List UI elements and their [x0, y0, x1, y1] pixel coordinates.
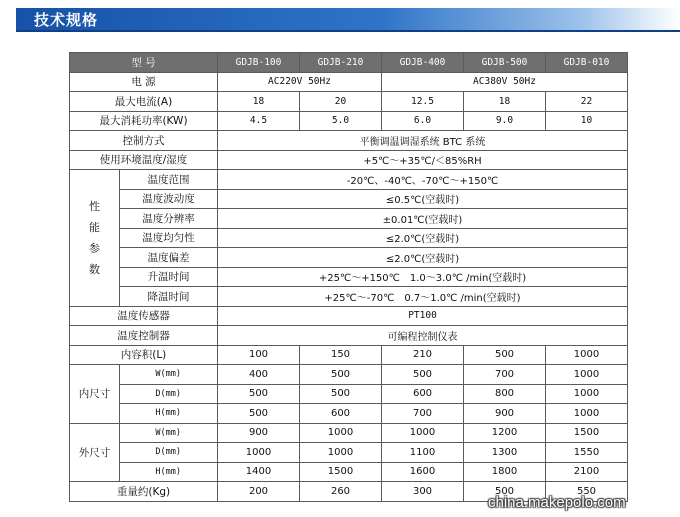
table-row [70, 462, 628, 482]
row-label: 温度波动度 [120, 189, 218, 209]
cell-value: 4.5 [218, 111, 300, 131]
row-label: 降温时间 [120, 287, 218, 307]
table-row [70, 384, 628, 404]
cell-value: 260 [300, 482, 382, 502]
table-row [70, 248, 628, 268]
model-header: GDJB-500 [464, 53, 546, 73]
cell-value: 500 [464, 482, 546, 502]
cell-value: ≤2.0℃(空载时) [218, 248, 628, 268]
cell-value: 22 [546, 92, 628, 112]
cell-value: 5.0 [300, 111, 382, 131]
group-label-text: 性能参数 [89, 199, 100, 276]
row-label: W(mm) [120, 423, 218, 443]
table-row [70, 287, 628, 307]
cell-value: 500 [382, 365, 464, 385]
model-header: GDJB-400 [382, 53, 464, 73]
cell-value: 200 [218, 482, 300, 502]
cell-value: 18 [218, 92, 300, 112]
table-row [70, 228, 628, 248]
cell-value: 900 [464, 404, 546, 424]
cell-value: +25℃～-70℃ 0.7～1.0℃ /min(空载时) [218, 287, 628, 307]
table-row [70, 209, 628, 229]
cell-value: 500 [300, 365, 382, 385]
row-label: 温度偏差 [120, 248, 218, 268]
table-row [70, 306, 628, 326]
cell-value: -20℃、-40℃、-70℃～+150℃ [218, 170, 628, 190]
cell-value: 1200 [464, 423, 546, 443]
cell-value: 210 [382, 345, 464, 365]
row-label: 控制方式 [70, 131, 218, 151]
cell-value: 1000 [546, 404, 628, 424]
cell-value: 600 [382, 384, 464, 404]
row-label: 重量约(Kg) [70, 482, 218, 502]
cell-value: 800 [464, 384, 546, 404]
group-label-performance [70, 170, 120, 307]
cell-value: 10 [546, 111, 628, 131]
group-label-outer: 外尺寸 [70, 423, 120, 482]
row-label: 最大电流(A) [70, 92, 218, 112]
cell-value: 1000 [382, 423, 464, 443]
cell-value: 1100 [382, 443, 464, 463]
cell-value: 500 [464, 345, 546, 365]
cell-value: 2100 [546, 462, 628, 482]
cell-value: 900 [218, 423, 300, 443]
row-label: 温度均匀性 [120, 228, 218, 248]
cell-value: 1000 [218, 443, 300, 463]
model-header: GDJB-210 [300, 53, 382, 73]
spec-table [69, 52, 628, 502]
table-row [70, 345, 628, 365]
cell-value: ≤2.0℃(空载时) [218, 228, 628, 248]
cell-value: 550 [546, 482, 628, 502]
table-row [70, 92, 628, 112]
cell-value: 1800 [464, 462, 546, 482]
cell-value: 1300 [464, 443, 546, 463]
table-row [70, 326, 628, 346]
group-label-inner: 内尺寸 [70, 365, 120, 424]
cell-value: 20 [300, 92, 382, 112]
table-row [70, 423, 628, 443]
cell-value: PT100 [218, 306, 628, 326]
model-header: GDJB-100 [218, 53, 300, 73]
table-row [70, 111, 628, 131]
row-label: 温度控制器 [70, 326, 218, 346]
table-row [70, 170, 628, 190]
cell-value: 1400 [218, 462, 300, 482]
row-label: 内容积(L) [70, 345, 218, 365]
cell-value: 400 [218, 365, 300, 385]
cell-value: +5℃～+35℃/＜85%RH [218, 150, 628, 170]
cell-value: 1000 [546, 345, 628, 365]
cell-value: 500 [218, 404, 300, 424]
cell-value: 100 [218, 345, 300, 365]
row-label: 温度分辨率 [120, 209, 218, 229]
cell-value: +25℃～+150℃ 1.0～3.0℃ /min(空载时) [218, 267, 628, 287]
cell-value: 18 [464, 92, 546, 112]
row-label: 升温时间 [120, 267, 218, 287]
cell-value: 1000 [546, 384, 628, 404]
cell-value: 1550 [546, 443, 628, 463]
cell-value: 700 [382, 404, 464, 424]
banner-divider [16, 30, 680, 32]
table-row [70, 131, 628, 151]
table-row [70, 72, 628, 92]
cell-value: 平衡调温调湿系统 BTC 系统 [218, 131, 628, 151]
cell-value: 1000 [546, 365, 628, 385]
table-header-row [70, 53, 628, 73]
model-label: 型 号 [70, 53, 218, 73]
row-label: W(mm) [120, 365, 218, 385]
cell-value: 150 [300, 345, 382, 365]
table-row [70, 189, 628, 209]
cell-value: 1500 [546, 423, 628, 443]
section-title: 技术规格 [34, 11, 99, 29]
cell-value: 1000 [300, 443, 382, 463]
cell-value: 500 [218, 384, 300, 404]
cell-value: 500 [300, 384, 382, 404]
cell-value: ≤0.5℃(空载时) [218, 189, 628, 209]
row-label: 电 源 [70, 72, 218, 92]
cell-value: 1000 [300, 423, 382, 443]
cell-value: AC380V 50Hz [382, 72, 628, 92]
row-label: H(mm) [120, 404, 218, 424]
row-label: 温度传感器 [70, 306, 218, 326]
row-label: D(mm) [120, 384, 218, 404]
table-row [70, 443, 628, 463]
cell-value: 700 [464, 365, 546, 385]
cell-value: 12.5 [382, 92, 464, 112]
row-label: H(mm) [120, 462, 218, 482]
section-banner [16, 8, 680, 30]
cell-value: 1500 [300, 462, 382, 482]
cell-value: 6.0 [382, 111, 464, 131]
cell-value: 可编程控制仪表 [218, 326, 628, 346]
table-row [70, 150, 628, 170]
model-header: GDJB-010 [546, 53, 628, 73]
row-label: 最大消耗功率(KW) [70, 111, 218, 131]
cell-value: 600 [300, 404, 382, 424]
cell-value: ±0.01℃(空载时) [218, 209, 628, 229]
cell-value: 1600 [382, 462, 464, 482]
table-row [70, 267, 628, 287]
cell-value: 9.0 [464, 111, 546, 131]
row-label: D(mm) [120, 443, 218, 463]
watermark: china.makepolo.com [488, 494, 626, 511]
table-row [70, 365, 628, 385]
cell-value: AC220V 50Hz [218, 72, 382, 92]
row-label: 使用环境温度/湿度 [70, 150, 218, 170]
row-label: 温度范围 [120, 170, 218, 190]
table-row [70, 404, 628, 424]
cell-value: 300 [382, 482, 464, 502]
